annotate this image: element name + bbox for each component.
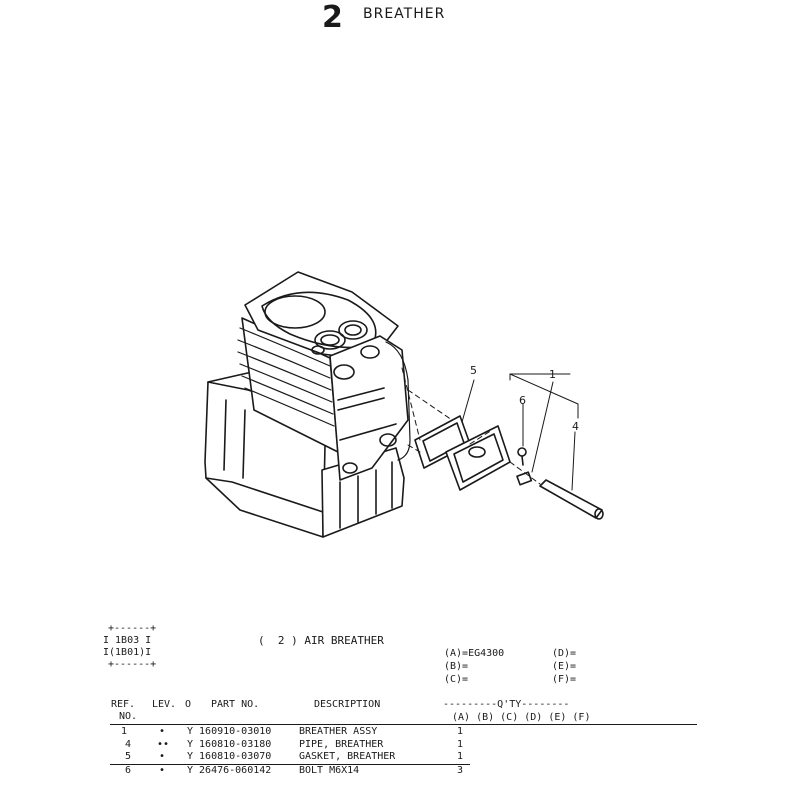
header-description: DESCRIPTION: [314, 699, 381, 710]
breather-parts-drawing: [402, 368, 603, 519]
row-description: GASKET, BREATHER: [299, 751, 396, 762]
section-number: 2: [322, 0, 343, 35]
header-ref: REF.: [111, 699, 136, 710]
header-part-no: PART NO.: [211, 699, 260, 710]
model-f: (F)=: [552, 674, 577, 685]
callout-6: 6: [519, 394, 526, 407]
callout-1: 1: [549, 368, 556, 381]
section-title: BREATHER: [363, 6, 446, 22]
row-level: •: [159, 751, 166, 762]
row-part-no: Y 160910-03010: [187, 726, 272, 737]
row-qty-a: 1: [457, 751, 464, 762]
header-lev: LEV.: [152, 699, 177, 710]
row-part-no: Y 160810-03070: [187, 751, 272, 762]
model-a: (A)=EG4300: [444, 648, 505, 659]
group-box-bottom: +------+: [108, 659, 157, 670]
engine-block-drawing: [205, 272, 410, 537]
header-rule: [110, 724, 697, 725]
model-d: (D)=: [552, 648, 577, 659]
row-ref: 1: [121, 726, 128, 737]
row-level: •: [159, 765, 166, 776]
group-box-top: +------+: [108, 623, 157, 634]
row-ref: 4: [125, 739, 132, 750]
row-level: ••: [157, 739, 170, 750]
header-o: O: [185, 699, 192, 710]
row-description: BREATHER ASSY: [299, 726, 378, 737]
row-qty-a: 3: [457, 765, 464, 776]
header-ref-no: NO.: [119, 711, 138, 722]
row-ref: 5: [125, 751, 132, 762]
model-e: (E)=: [552, 661, 577, 672]
row-level: •: [159, 726, 166, 737]
row-ref: 6: [125, 765, 132, 776]
row-description: PIPE, BREATHER: [299, 739, 384, 750]
group-code-alt: I(1B01)I: [103, 647, 152, 658]
row-part-no: Y 26476-060142: [187, 765, 272, 776]
row-qty-a: 1: [457, 739, 464, 750]
row-part-no: Y 160810-03180: [187, 739, 272, 750]
model-c: (C)=: [444, 674, 469, 685]
group-title: ( 2 ) AIR BREATHER: [258, 634, 384, 647]
callout-4: 4: [572, 420, 579, 433]
header-qty-columns: (A) (B) (C) (D) (E) (F): [452, 712, 591, 723]
group-code: I 1B03 I: [103, 635, 152, 646]
header-qty: ---------Q'TY--------: [443, 699, 570, 710]
row-description: BOLT M6X14: [299, 765, 360, 776]
model-b: (B)=: [444, 661, 469, 672]
callout-5: 5: [470, 364, 477, 377]
row-qty-a: 1: [457, 726, 464, 737]
